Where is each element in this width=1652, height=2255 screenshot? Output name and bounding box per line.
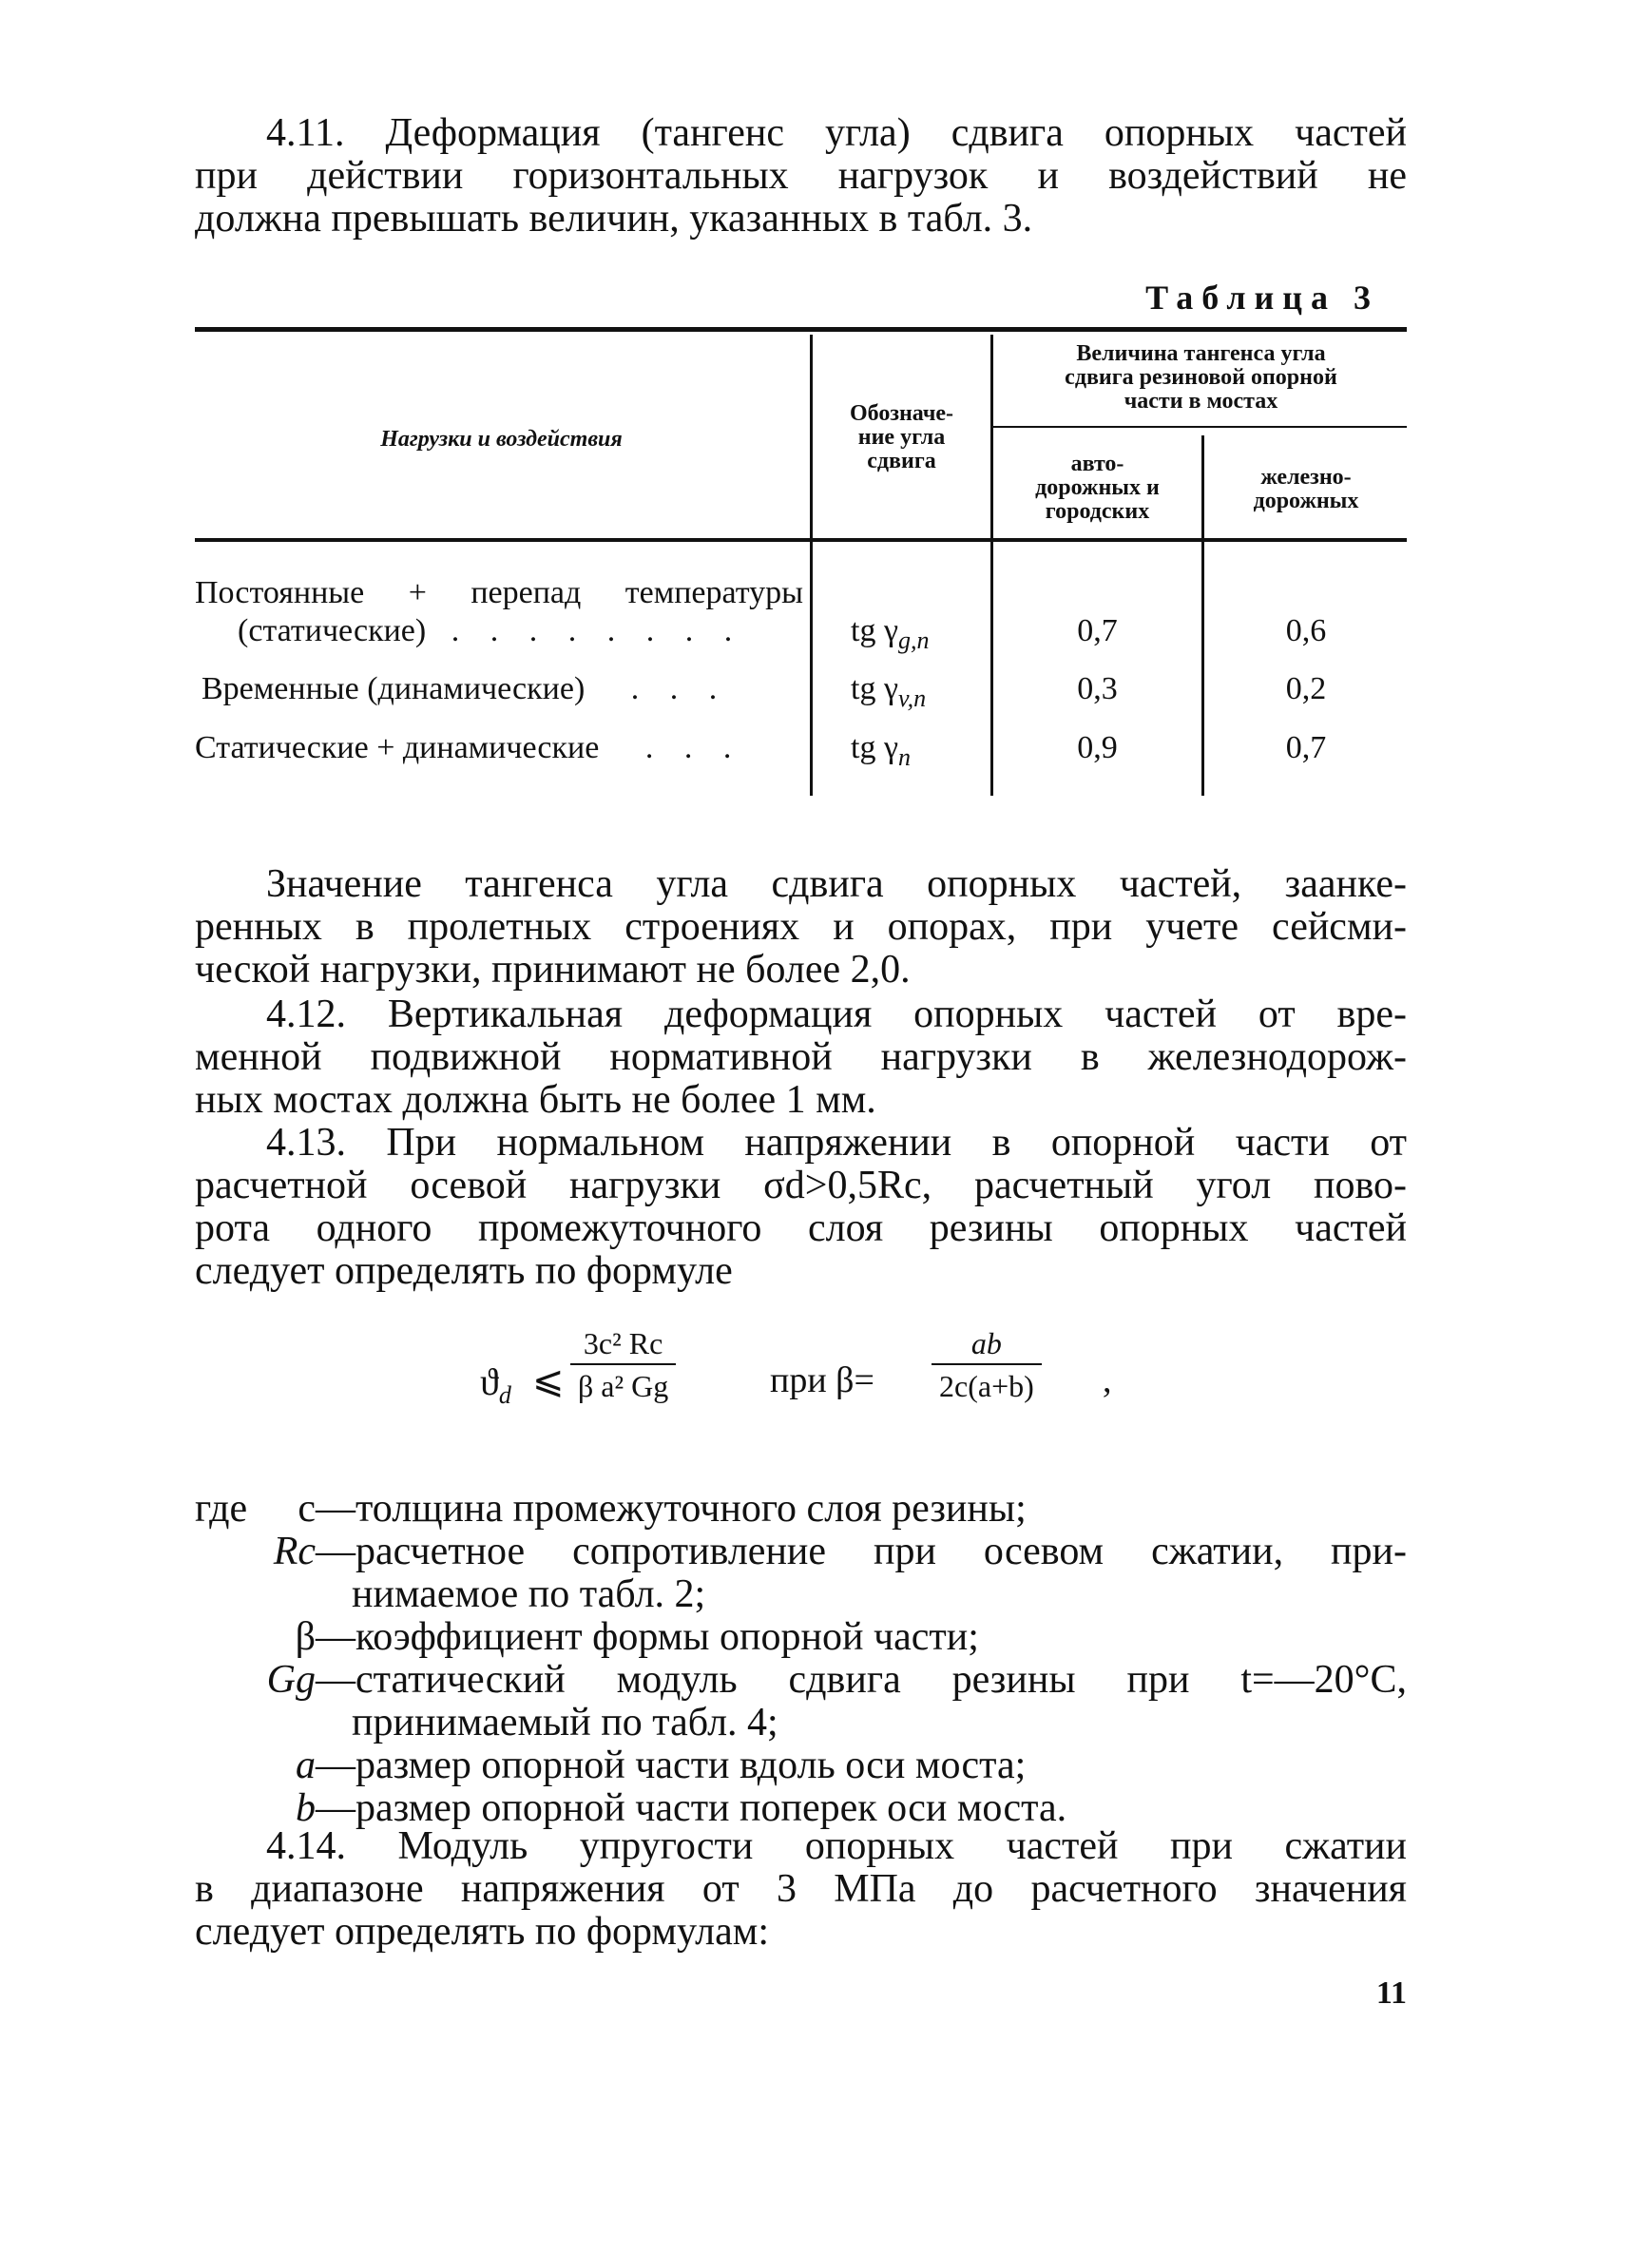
header-symbol	[815, 402, 989, 473]
table-vline-3	[1201, 435, 1204, 796]
symbol-subscript: n	[897, 742, 911, 771]
paragraph-4-14	[195, 1825, 1407, 1954]
legend-symbol: b	[296, 1786, 316, 1830]
text-line: следует определять по формулам:	[195, 1910, 769, 1954]
table-row-1-load-line-1: Постоянные + перепад температуры	[195, 575, 803, 610]
table-cell-text: Статические + динамические	[195, 730, 600, 765]
header-text-line: сдвига	[867, 449, 936, 473]
formula-numerator: 3c² Rс	[583, 1326, 663, 1360]
table-top-rule	[195, 327, 1407, 332]
paragraph-4-11	[195, 112, 1407, 241]
text-line: должна превышать величин, указанных в табл. 3.	[195, 197, 1033, 241]
legend-text-cont: нимаемое по табл. 2;	[352, 1572, 706, 1616]
table-vline-2	[990, 335, 993, 796]
table-group-rule	[993, 426, 1407, 428]
table-row-3-rail: 0,7	[1285, 730, 1327, 765]
text-line: ческой нагрузки, принимают не более 2,0.	[195, 948, 911, 992]
formula-denominator: 2c(a+b)	[932, 1363, 1042, 1404]
symbol-subscript: g,n	[897, 626, 930, 654]
paragraph-4-12	[195, 993, 1407, 1122]
symbol-text: tg γ	[851, 613, 898, 648]
formula-subscript: d	[498, 1381, 511, 1409]
symbol-subscript: v,n	[897, 684, 927, 712]
header-text-line: железно-	[1260, 465, 1352, 490]
header-text-line: Обозначе-	[849, 401, 954, 426]
header-text-line: дорожных и	[1035, 475, 1160, 500]
formula-denominator: β a² Gg	[570, 1363, 676, 1404]
table-row-1-road: 0,7	[1077, 613, 1118, 648]
text-line: в диапазоне напряжения от 3 МПа до расчетного значения	[195, 1867, 1407, 1911]
formula-rotation-angle	[480, 1326, 1145, 1459]
legend-symbol: β	[295, 1615, 316, 1659]
text-line: следует определять по формуле	[195, 1249, 733, 1293]
formula-comma: ,	[1103, 1360, 1112, 1400]
header-rail	[1205, 466, 1407, 513]
table-row-2-symbol	[851, 671, 926, 717]
leader-dots: . . .	[630, 671, 729, 706]
legend-text: —расчетное сопротивление при осевом сжатии, при-	[316, 1530, 1407, 1573]
text-line: расчетной осевой нагрузки σd>0,5Rс, расчетный угол пово-	[195, 1164, 1407, 1207]
text-line: при действии горизонтальных нагрузок и воздействий не	[195, 154, 1407, 198]
leader-dots: . . .	[644, 730, 743, 765]
header-value-group	[995, 342, 1407, 414]
header-loads: Нагрузки и воздействия	[380, 427, 623, 452]
table-header-rule	[195, 538, 1407, 542]
legend-text: —статический модуль сдвига резины при t=—20°С,	[316, 1658, 1407, 1702]
header-text-line: части в мостах	[1124, 389, 1278, 414]
text-line: 4.12. Вертикальная деформация опорных частей от вре-	[266, 993, 1407, 1036]
legend-symbol: Rс	[273, 1530, 316, 1573]
header-text-line: дорожных	[1253, 489, 1359, 513]
table-row-3-road: 0,9	[1077, 730, 1118, 765]
header-text-line: городских	[1045, 499, 1150, 524]
formula-fraction-2	[932, 1326, 1042, 1404]
table-vline-1	[810, 335, 813, 796]
symbol-text: tg γ	[851, 671, 898, 706]
table-row-3-symbol	[851, 730, 911, 776]
text-line: менной подвижной нормативной нагрузки в железнодорож-	[195, 1035, 1407, 1079]
paragraph-seismic	[195, 863, 1407, 992]
text-line: ренных в пролетных строениях и опорах, при учете сейсми-	[195, 905, 1407, 949]
table-cell-text: (статические)	[238, 613, 427, 648]
text-line: ных мостах должна быть не более 1 мм.	[195, 1078, 876, 1122]
table-row-1-symbol	[851, 613, 929, 659]
table-row-2-road: 0,3	[1077, 671, 1118, 706]
table-cell-text: Временные (динамические)	[202, 671, 586, 706]
header-text-line: Величина тангенса угла	[1076, 341, 1326, 366]
text-line: 4.14. Модуль упругости опорных частей при сжатии	[266, 1824, 1407, 1868]
text-line: рота одного промежуточного слоя резины опорных частей	[195, 1206, 1407, 1250]
header-text-line: авто-	[1070, 452, 1124, 476]
page-number: 11	[1375, 1976, 1407, 2011]
formula-lhs	[480, 1359, 511, 1410]
formula-relation: ⩽	[532, 1359, 565, 1401]
header-text-line: сдвига резиновой опорной	[1065, 365, 1337, 390]
table-row-2-rail: 0,2	[1285, 671, 1327, 706]
text-line: 4.13. При нормальном напряжении в опорной части от	[266, 1121, 1407, 1165]
symbol-text: tg γ	[851, 730, 898, 765]
legend-symbol: a	[296, 1744, 316, 1787]
legend-text: —размер опорной части поперек оси моста.	[316, 1786, 1067, 1830]
header-road	[995, 453, 1200, 524]
legend-where: где	[195, 1487, 248, 1531]
table-row-1-rail: 0,6	[1285, 613, 1327, 648]
table-row-1-load-line-2	[238, 613, 743, 649]
header-text-line: ние угла	[857, 425, 946, 450]
table-row-3-load	[195, 730, 742, 766]
legend-text: —толщина промежуточного слоя резины;	[316, 1487, 1027, 1531]
text-line: 4.11. Деформация (тангенс угла) сдвига опорных частей	[266, 111, 1407, 155]
formula-symbol: ϑ	[480, 1360, 499, 1403]
legend-symbol: Gg	[266, 1658, 316, 1702]
legend-text-cont: принимаемый по табл. 4;	[352, 1701, 778, 1744]
formula-numerator: ab	[970, 1326, 1002, 1360]
text-line: Значение тангенса угла сдвига опорных частей, заанке-	[266, 862, 1407, 906]
legend-text: —размер опорной части вдоль оси моста;	[316, 1744, 1027, 1787]
legend-text: —коэффициент формы опорной части;	[316, 1615, 979, 1659]
table-title: Таблица 3	[1145, 279, 1379, 317]
leader-dots: . . . . . . . .	[451, 613, 744, 648]
formula-fraction-1	[570, 1326, 676, 1404]
table-row-2-load	[202, 671, 728, 707]
paragraph-4-13	[195, 1122, 1407, 1293]
formula-condition: при β=	[770, 1360, 874, 1400]
legend-symbol: c	[298, 1487, 316, 1531]
